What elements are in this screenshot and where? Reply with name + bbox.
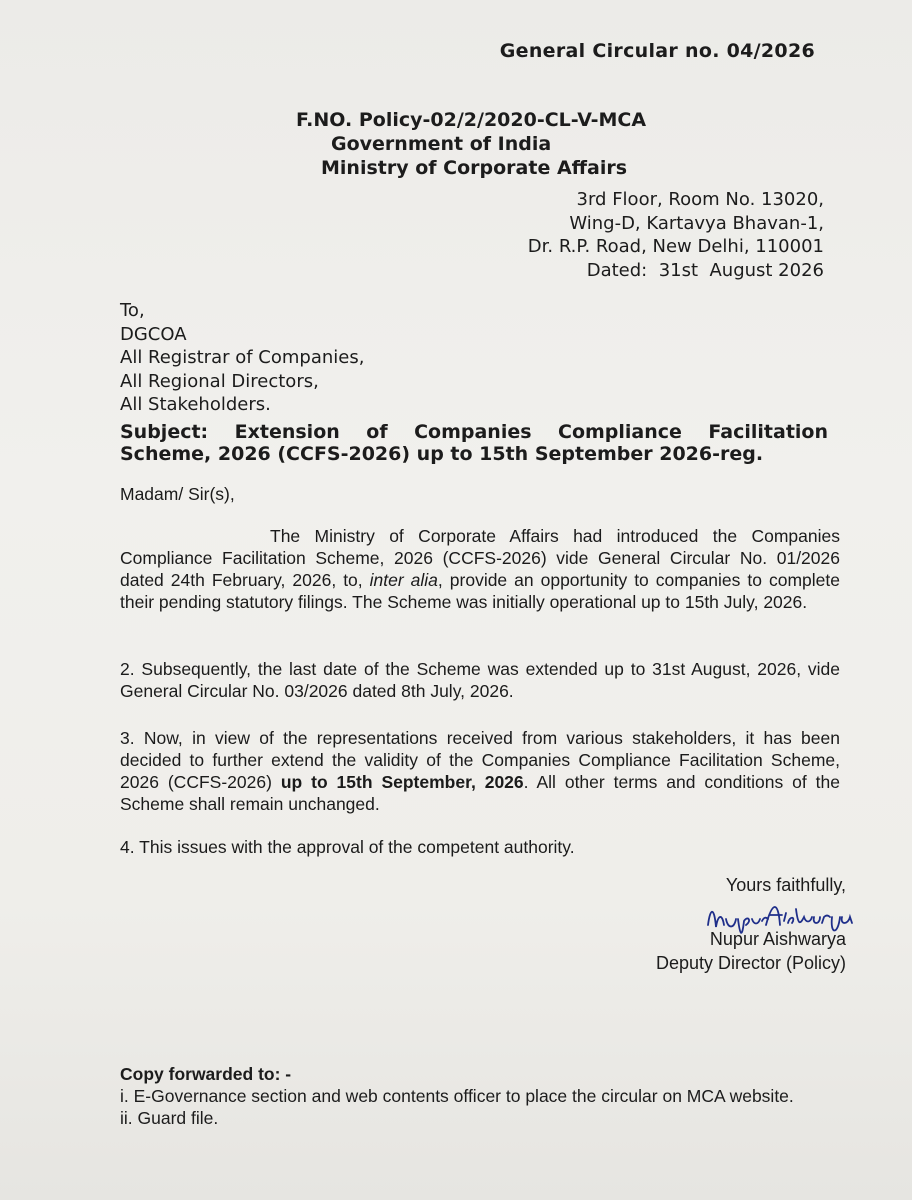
address-line-3: Dr. R.P. Road, New Delhi, 110001 [527,236,824,257]
recipient-item: All Stakeholders. [120,394,271,415]
letter-header [290,108,646,180]
paragraph-2: 2. Subsequently, the last date of the Scheme was extended up to 31st August, 2026, vide General Circular No. 03/2026 dated 8th July, 2026. [120,659,840,701]
subject-word: Extension [234,421,340,443]
government-name: Government of India [331,133,552,155]
paragraph-3-bold: up to 15th September, 2026 [280,772,524,792]
paragraph-3 [120,727,840,815]
file-number: F.NO. Policy-02/2/2020-CL-V-MCA [296,109,647,131]
recipient-item: DGCOA [120,323,187,345]
address-line-1: 3rd Floor, Room No. 13020, [576,189,824,210]
signatory-designation: Deputy Director (Policy) [655,953,846,973]
address-line-2: Wing-D, Kartavya Bhavan-1, [569,212,824,234]
date-line: Dated: 31st August 2026 [586,259,824,281]
subject-word: Compliance [558,421,682,443]
paragraph-1-italic: inter alia [369,570,438,590]
closing: Yours faithfully, [725,875,846,895]
subject-word: Facilitation [708,421,828,443]
recipients [120,299,364,417]
ministry-name: Ministry of Corporate Affairs [321,157,628,179]
copy-forwarded [120,1063,850,1129]
paragraph-1 [120,525,840,613]
salutation: Madam/ Sir(s), [120,484,235,504]
recipient-item: All Registrar of Companies, [120,347,365,368]
signatory-name: Nupur Aishwarya [709,929,846,949]
paragraph-3-text: 3. Now, in view of the representations received from various stakeholders, it has been decided to further extend the validity of the Companies Compliance Facilitation Scheme, 2026 (CCFS-2026) [120,728,840,792]
to-label: To, [120,300,145,321]
recipient-item: All Regional Directors, [120,370,319,392]
subject-word: Subject: [120,421,209,443]
sign-off [656,873,846,975]
copy-item: i. E-Governance section and web contents officer to place the circular on MCA website. [120,1086,794,1106]
circular-number: General Circular no. 04/2026 [499,40,815,62]
subject-word: of [366,421,388,443]
subject-word: Companies [414,421,532,443]
copy-title: Copy forwarded to: - [120,1064,292,1084]
copy-item: ii. Guard file. [120,1108,219,1128]
paragraph-1-text-end: , provide an opportunity to companies to complete their pending statutory filings. The Scheme was initially operational up to 15th July, 2026. [120,570,840,612]
paragraph-1-text: The Ministry of Corporate Affairs had introduced the Companies Compliance Facilitation Scheme, 2026 (CCFS-2026) vide General Circular No. 01/2026 dated 24th February, 2026, to, [120,526,840,590]
paragraph-4: 4. This issues with the approval of the competent authority. [120,837,575,857]
subject-line [120,421,828,465]
paragraph-3-text-end: . All other terms and conditions of the Scheme shall remain unchanged. [120,772,840,814]
subject-line-2: Scheme, 2026 (CCFS-2026) up to 15th September 2026-reg. [120,443,764,465]
office-address [528,188,824,282]
